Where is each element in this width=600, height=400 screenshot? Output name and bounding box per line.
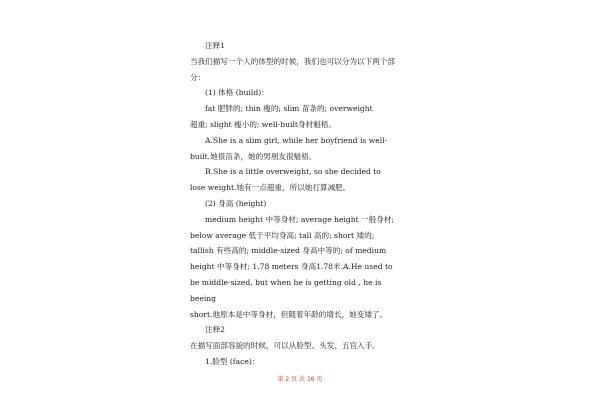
text-line: fat 肥胖的; thin 瘦的; slim 苗条的; overweight — [205, 104, 373, 114]
text-line: 分： — [190, 72, 206, 82]
text-line: lose weight.她有一点超重，所以她打算减肥。 — [190, 183, 351, 193]
document-body — [190, 38, 412, 370]
text-line: 当我们描写一个人的体型的时候，我们也可以分为以下两个部 — [190, 56, 396, 66]
text-line: medium height 中等身材; average height 一般身材; — [205, 214, 395, 224]
text-line: height 中等身材; 1.78 meters 身高1.78米.A.He used to — [190, 262, 393, 272]
text-line: below average 低于平均身高; tall 高的; short 矮的; — [190, 230, 375, 240]
text-line: 超重; slight 瘦小的; well-built身材魁梧。 — [190, 119, 336, 129]
text-line: built.她很苗条，她的男朋友很魁梧。 — [190, 151, 317, 161]
subheading-build: (1) 体格 (build)： — [205, 88, 269, 98]
text-line: beeing — [190, 293, 217, 303]
subheading-face: 1.脸型 (face)： — [205, 356, 260, 366]
example-b: B.She is a little overweight, so she decided to — [205, 167, 381, 177]
text-line: 在描写面部容貌的时候，可以从脸型、头发、五官入手。 — [190, 341, 380, 351]
text-line: short.他原本是中等身材，但随着年龄的增长，她变矮了。 — [190, 309, 388, 319]
section-heading-note-1: 注释1 — [205, 41, 226, 50]
page-number-footer: 第 2 页 共 16 页 — [277, 376, 323, 383]
text-line: be middle-sized, but when he is getting old , he is — [190, 277, 382, 287]
subheading-height: (2) 身高 (height) — [205, 198, 267, 208]
example-a: A.She is a slim girl, while her boyfriend is well- — [205, 135, 388, 145]
text-line: tallish 有些高的; middle-sized 身高中等的; of medium — [190, 246, 387, 256]
section-heading-note-2: 注释2 — [205, 325, 226, 335]
